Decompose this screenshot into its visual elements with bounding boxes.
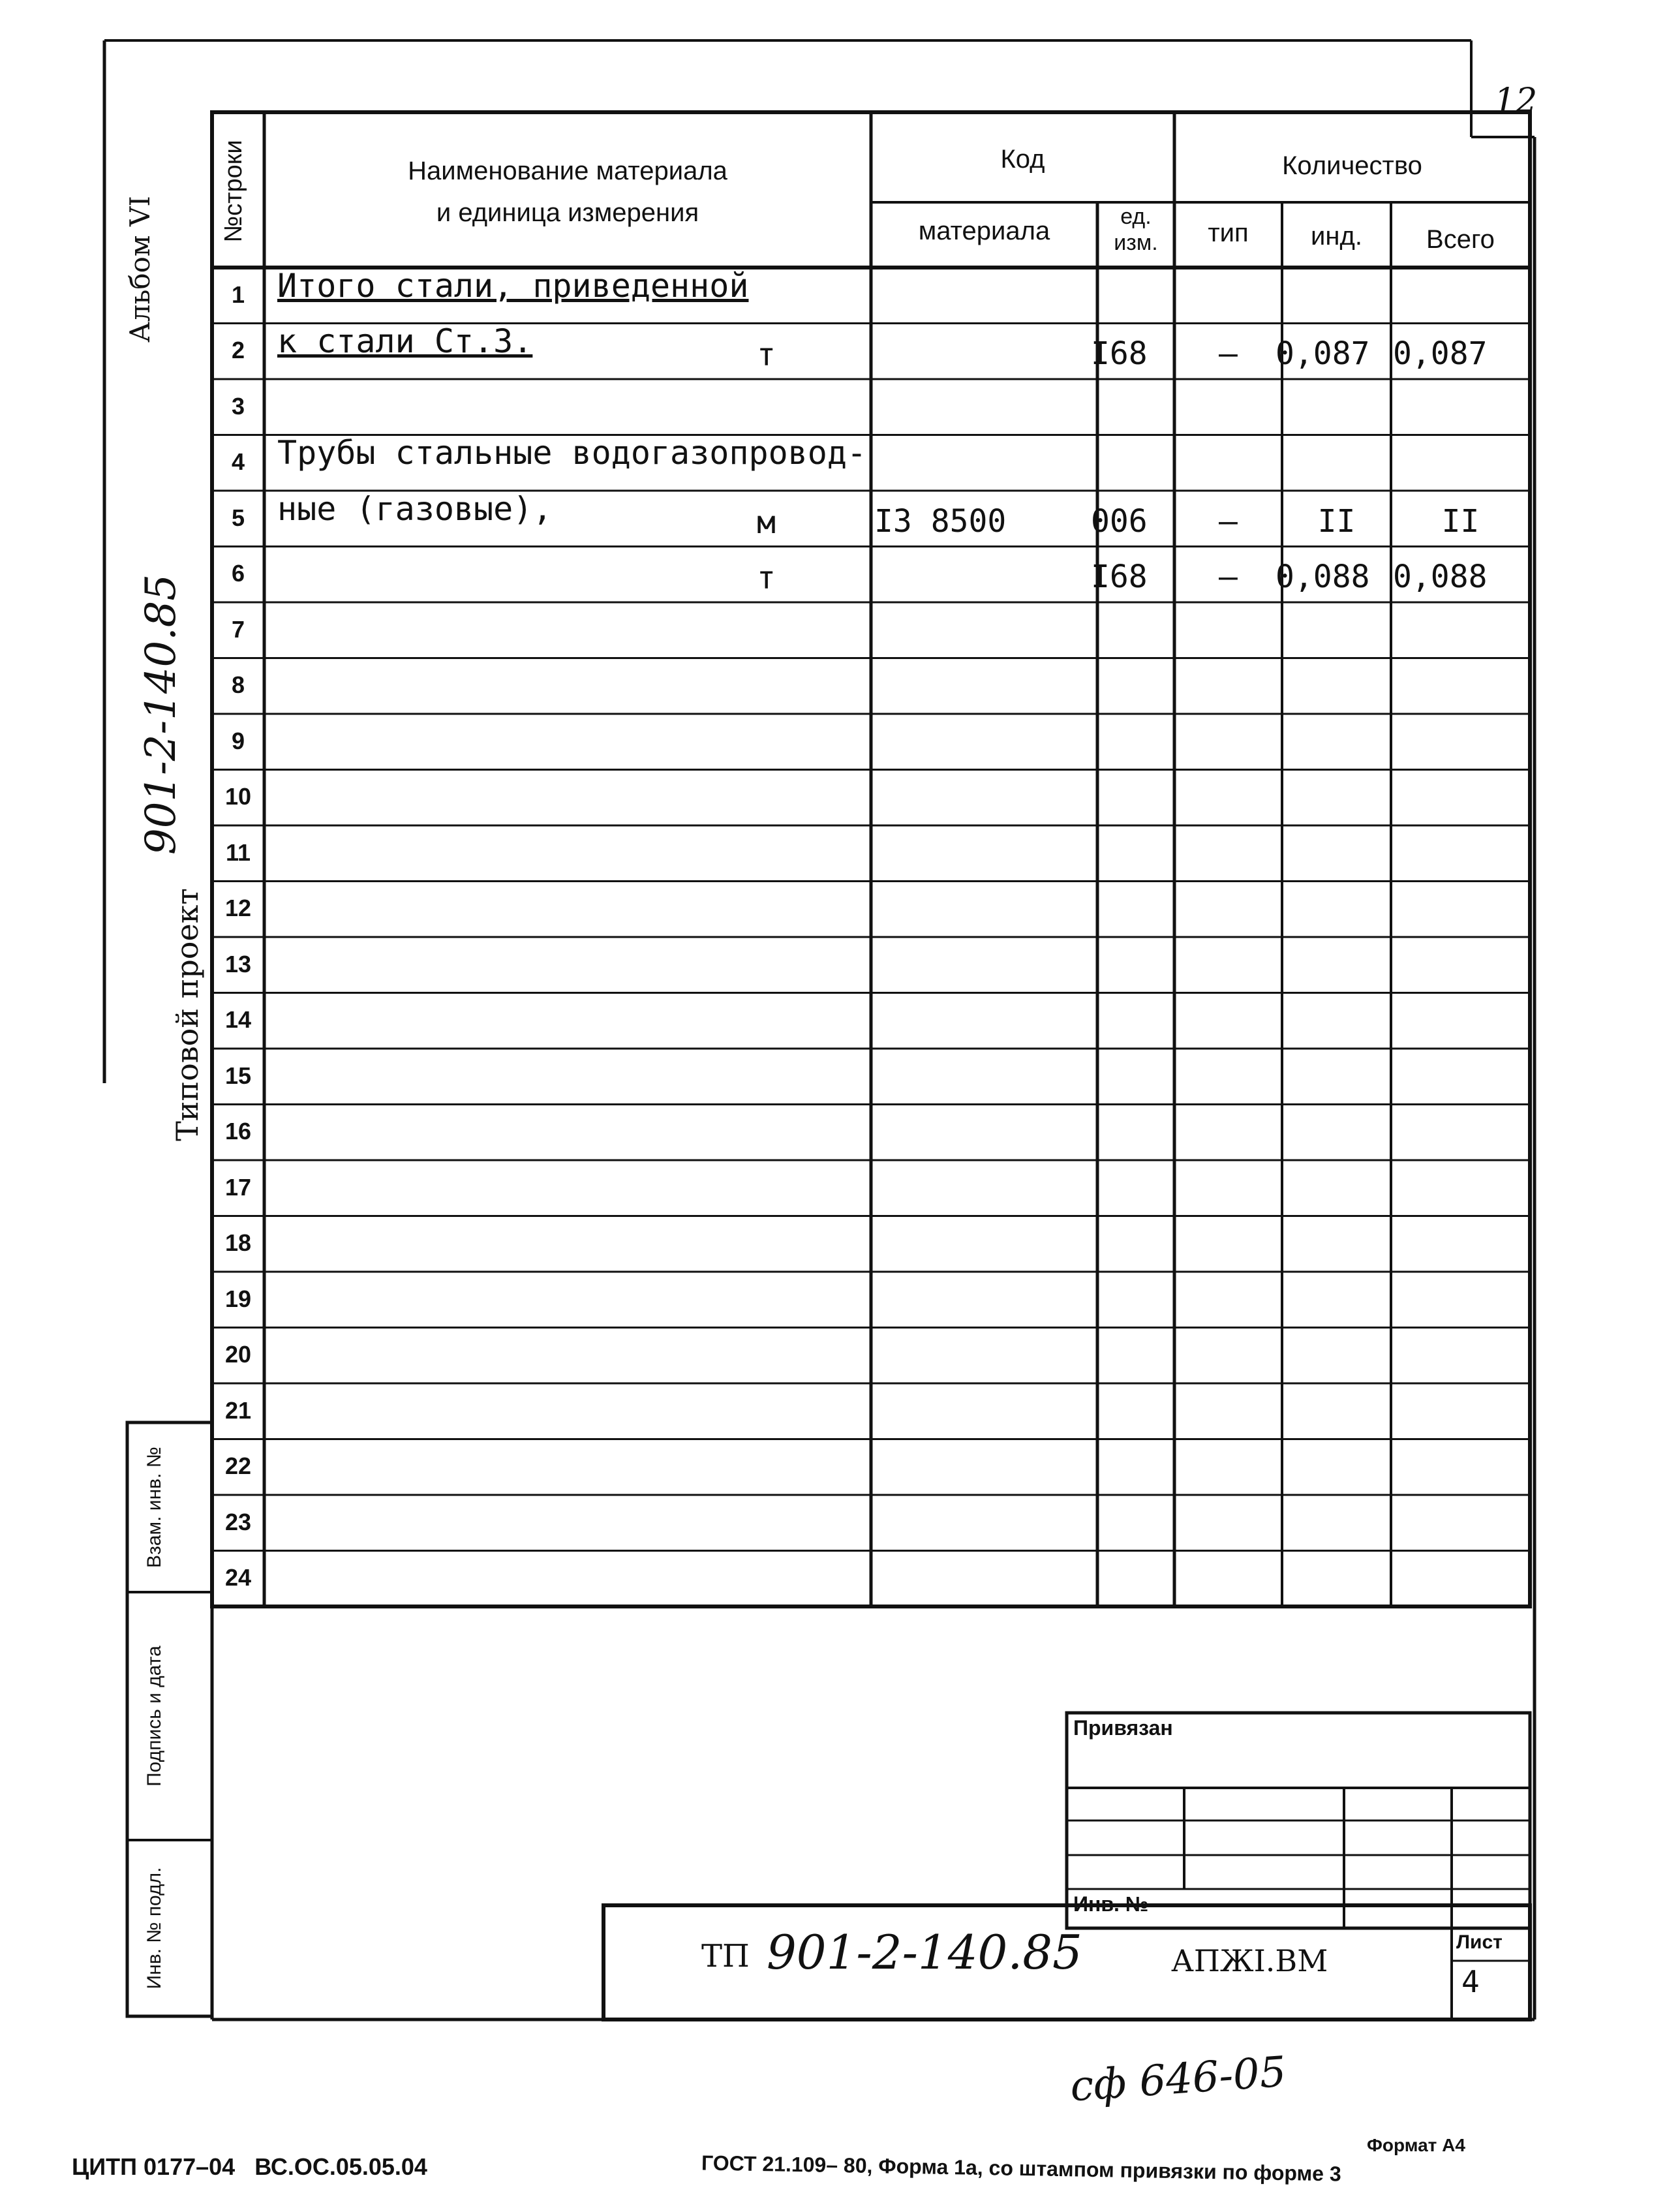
tp-label: ТП	[701, 1938, 750, 1974]
album-label: Альбом VI	[124, 196, 156, 343]
header-qty-type: тип	[1208, 219, 1249, 247]
replace-inv-label: Взам. инв. №	[144, 1447, 165, 1568]
cell-unit-letter: т	[757, 337, 776, 374]
row-number: 2	[231, 337, 245, 364]
header-row-number: №строки	[220, 140, 247, 243]
sheet-value: 4	[1461, 1964, 1480, 1999]
header-qty-ind: инд.	[1311, 222, 1362, 251]
row-number: 3	[231, 392, 245, 420]
cell-unit-code: I68	[1091, 559, 1148, 596]
cell-unit-code: I68	[1091, 335, 1148, 373]
row-number: 16	[224, 1118, 252, 1145]
row-number: 9	[231, 727, 245, 754]
cell-material-code: I3 8500	[874, 502, 1007, 540]
inv-number-label: Инв. №	[1073, 1892, 1149, 1916]
row-number: 22	[224, 1452, 252, 1480]
handwritten-reference: сф 646-05	[1068, 2048, 1288, 2112]
row-number: 11	[225, 838, 251, 866]
cell-material-name: ные (газовые),	[277, 489, 553, 528]
row-number: 7	[231, 615, 245, 643]
row-number: 15	[224, 1062, 252, 1089]
cell-qty-type: –	[1219, 559, 1238, 596]
cell-qty-total: 0,087	[1393, 335, 1488, 373]
cell-qty-total: 0,088	[1393, 559, 1488, 596]
row-number: 1	[231, 281, 245, 308]
cell-material-name: к стали Ст.3.	[277, 322, 533, 361]
row-number: 4	[231, 448, 245, 476]
cell-qty-type: –	[1219, 502, 1238, 540]
cell-qty-total: II	[1441, 502, 1480, 540]
row-number: 14	[224, 1006, 252, 1034]
cell-material-name: Трубы стальные водогазопровод-	[277, 434, 867, 472]
document-code: АПЖI.ВМ	[1171, 1943, 1328, 1978]
row-number: 17	[224, 1173, 252, 1201]
cell-material-name: Итого стали, приведенной	[277, 266, 749, 305]
header-code: Код	[1000, 145, 1045, 174]
row-number: 21	[224, 1396, 252, 1424]
bound-label: Привязан	[1073, 1716, 1173, 1740]
row-number: 23	[224, 1508, 252, 1535]
cell-unit-letter: т	[757, 560, 776, 597]
cell-qty-ind: II	[1317, 502, 1356, 540]
project-number-handwritten: 901-2-140.85	[137, 574, 185, 855]
header-qty-total: Всего	[1426, 225, 1495, 254]
signature-date-label: Подпись и дата	[144, 1646, 165, 1787]
page-number: 12	[1494, 82, 1538, 121]
row-number: 12	[224, 895, 252, 922]
header-quantity: Количество	[1282, 151, 1422, 180]
row-number: 20	[224, 1341, 252, 1368]
row-number: 13	[224, 950, 252, 977]
cell-qty-ind: 0,088	[1275, 559, 1370, 596]
cell-qty-ind: 0,087	[1275, 335, 1370, 373]
sheet-label: Лист	[1456, 1931, 1503, 1953]
header-material-name: Наименование материала и единица измерения	[408, 157, 727, 227]
row-number: 6	[231, 560, 245, 587]
row-number: 5	[231, 504, 245, 531]
inv-original-label: Инв. № подл.	[144, 1867, 165, 1989]
gost-label: ГОСТ 21.109– 80, Форма 1а, со штампом привязки по форме 3	[701, 2151, 1342, 2186]
format-label: Формат А4	[1367, 2135, 1465, 2155]
footer-left-code: ЦИТП 0177–04 ВС.ОС.05.05.04	[72, 2153, 427, 2180]
header-code-material: материала	[918, 217, 1050, 245]
row-number: 10	[224, 783, 252, 810]
cell-unit-code: 006	[1091, 502, 1148, 540]
cell-unit-letter: м	[757, 504, 776, 541]
row-number: 24	[224, 1564, 252, 1591]
cell-qty-type: –	[1219, 335, 1238, 373]
tp-number-handwritten: 901-2-140.85	[767, 1925, 1082, 1980]
row-number: 8	[231, 671, 245, 699]
row-number: 19	[224, 1285, 252, 1312]
typical-project-label: Типовой проект	[170, 888, 205, 1141]
header-code-unit: ед. изм.	[1114, 204, 1158, 255]
row-number: 18	[224, 1229, 252, 1257]
